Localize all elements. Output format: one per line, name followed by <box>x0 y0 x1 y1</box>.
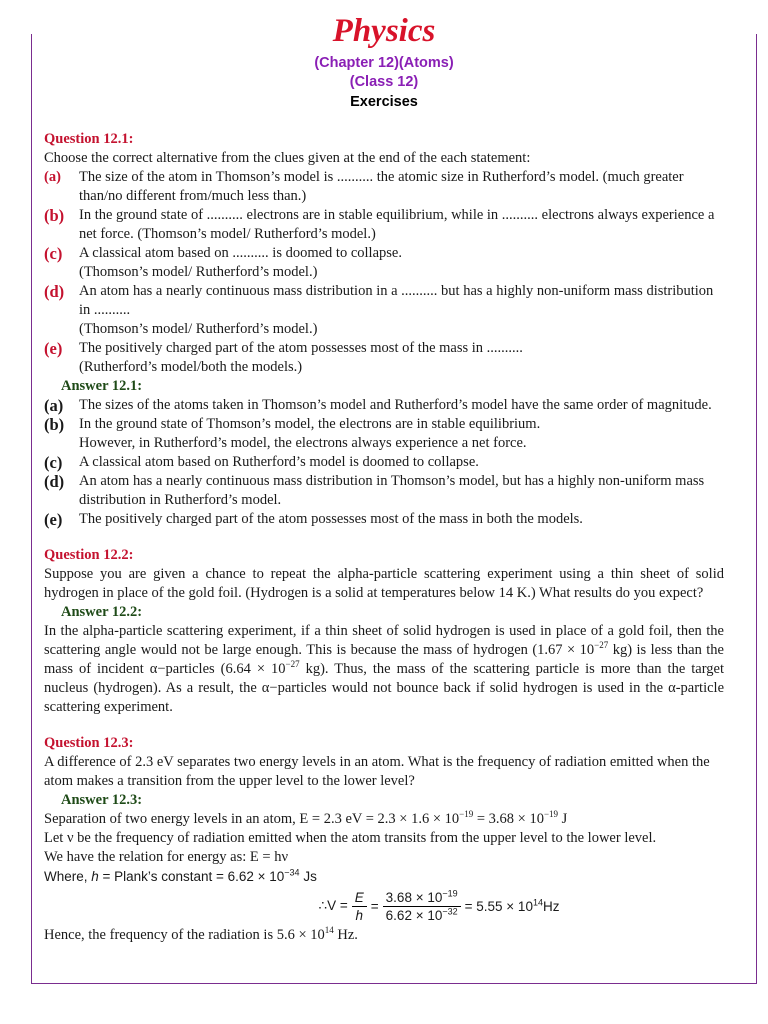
planck-constant-line <box>44 867 724 886</box>
item-text: In the ground state of Thomson’s model, the electrons are in stable equilibrium. <box>79 416 541 432</box>
text-part: Hz. <box>333 927 358 943</box>
answer-text-part: kg). Thus, the mass of the scattering particle is more than the target nucleus (hydrogen). As a result, the α−particles would not bounce back if solid hydrogen is used in the α-particle scattering experiment. <box>44 661 724 715</box>
exponent: −27 <box>285 659 300 670</box>
item-label: (d) <box>44 282 65 301</box>
question-title: Question 12.2: <box>44 547 134 563</box>
question-title: Question 12.3: <box>44 735 134 751</box>
question-item <box>44 339 724 358</box>
item-text: The positively charged part of the atom possesses most of the mass in both the models. <box>79 511 583 527</box>
exponent: −19 <box>459 809 474 820</box>
item-text: An atom has a nearly continuous mass distribution in Thomson’s model, but has a highly non-uniform mass distribution in Rutherford’s model. <box>79 473 705 508</box>
question-items <box>44 168 724 377</box>
item-text: However, in Rutherford’s model, the electrons always experience a net force. <box>79 435 527 451</box>
fraction-values <box>383 889 461 924</box>
text-part: Where, <box>44 869 92 884</box>
question-intro: Choose the correct alternative from the clues given at the end of the each statement: <box>44 150 531 166</box>
item-text: A classical atom based on .......... is doomed to collapse. <box>79 245 402 261</box>
item-label: (b) <box>44 415 65 434</box>
equation-lhs: ∴V = <box>318 898 348 913</box>
item-label: (c) <box>44 453 63 472</box>
answer-item <box>44 510 724 529</box>
item-text: The positively charged part of the atom possesses most of the mass in .......... <box>79 340 523 356</box>
text-part: 3.68 × 10 <box>385 889 443 905</box>
item-label: (a) <box>44 169 61 185</box>
fraction-numerator <box>383 889 461 907</box>
item-label: (b) <box>44 206 65 225</box>
exponent: 14 <box>532 897 543 907</box>
fraction-e-over-h <box>352 889 367 924</box>
class-label: (Class 12) <box>349 74 419 90</box>
frequency-equation: ∴V = $\frac{E}{h}$ = $\frac{3.68 \times 10^{-19}}{6.62 \times 10^{-32}}$ = $5.55 \times 10^{14}Hz$ <box>318 888 560 923</box>
item-text: In the ground state of .......... electrons are in stable equilibrium, while in .......... electrons always experience a net force. (Thomson’s model/ Rutherford’s model.) <box>79 207 715 242</box>
text-part: 6.62 × 10 <box>385 907 443 923</box>
text-part: J <box>558 811 568 827</box>
answer-items <box>44 396 724 529</box>
item-text: (Rutherford’s model/both the models.) <box>79 359 303 375</box>
item-label: (a) <box>44 396 64 415</box>
answer-item <box>44 453 724 472</box>
question-item <box>44 282 724 320</box>
question-text: A difference of 2.3 eV separates two energy levels in an atom. What is the frequency of radiation emitted when the atom makes a transition from the upper level to the lower level? <box>44 754 710 789</box>
document-content <box>44 8 724 945</box>
item-text: (Thomson’s model/ Rutherford’s model.) <box>79 264 318 280</box>
item-label: (e) <box>44 510 63 529</box>
item-text: A classical atom based on Rutherford’s model is doomed to collapse. <box>79 454 479 470</box>
fraction-numerator: E <box>352 889 367 907</box>
exponent: −27 <box>594 640 609 651</box>
item-text: The sizes of the atoms taken in Thomson’s model and Rutherford’s model have the same order of magnitude. <box>79 397 712 413</box>
question-title: Question 12.1: <box>44 131 134 147</box>
answer-title: Answer 12.1: <box>61 378 143 394</box>
answer-item <box>44 415 724 434</box>
text-part: Js <box>299 869 317 884</box>
section-label: Exercises <box>350 94 418 110</box>
text-part: Hence, the frequency of the radiation is 5.6 × 10 <box>44 927 325 943</box>
text-part: Separation of two energy levels in an atom, E = 2.3 eV = 2.3 × 1.6 × 10 <box>44 811 460 827</box>
energy-relation: We have the relation for energy as: E = hν <box>44 849 289 865</box>
exponent: −34 <box>284 867 300 878</box>
page-title: Physics <box>332 13 436 49</box>
answer-text <box>44 622 724 717</box>
question-item <box>44 244 724 263</box>
question-item <box>44 168 724 206</box>
final-answer <box>44 926 724 945</box>
answer-item <box>44 396 724 415</box>
exponent: 14 <box>324 925 334 936</box>
item-text: An atom has a nearly continuous mass distribution in a .......... but has a highly non-uniform mass distribution in .......... <box>79 283 714 318</box>
answer-text-part: kg) is less than the mass of incident α−particles (6.64 × 10 <box>44 642 724 677</box>
text-part: = Plank’s constant = 6.62 × 10 <box>98 869 285 884</box>
exponent: −19 <box>543 809 559 820</box>
planck-symbol: h <box>91 869 99 884</box>
item-text: The size of the atom in Thomson’s model is .......... the atomic size in Rutherford’s model. (much greater than/no different from/much less than.) <box>79 169 684 204</box>
answer-title: Answer 12.3: <box>61 792 143 808</box>
fraction-denominator: h <box>355 907 364 923</box>
fraction-denominator <box>383 907 461 924</box>
answer-title: Answer 12.2: <box>61 604 143 620</box>
question-item <box>44 206 724 244</box>
text-part: Hz <box>542 898 560 914</box>
chapter-label: (Chapter 12)(Atoms) <box>314 55 454 71</box>
item-label: (c) <box>44 244 63 263</box>
item-label: (e) <box>44 339 63 358</box>
text-part: = 3.68 × 10 <box>473 811 544 827</box>
text-part: = 5.55 × 10 <box>464 898 533 914</box>
item-label: (d) <box>44 472 65 491</box>
answer-item <box>44 472 724 510</box>
equation-rhs <box>465 899 560 914</box>
exponent: −19 <box>442 888 458 898</box>
frequency-definition: Let ν be the frequency of radiation emitted when the atom transits from the upper level to the lower level. <box>44 830 657 846</box>
answer-text-part: In the alpha-particle scattering experiment, if a thin sheet of solid hydrogen is used in place of a gold foil, then the scattering angle would not be large enough. This is because the mass of hydrogen (1.67 × 10 <box>44 623 724 658</box>
question-text: Suppose you are given a chance to repeat the alpha-particle scattering experiment using a thin sheet of solid hydrogen in place of the gold foil. (Hydrogen is a solid at temperatures below 14 K.) What results do you expect? <box>44 566 724 601</box>
exponent: −32 <box>442 906 458 916</box>
item-text: (Thomson’s model/ Rutherford’s model.) <box>79 321 318 337</box>
separation-line <box>44 810 724 829</box>
